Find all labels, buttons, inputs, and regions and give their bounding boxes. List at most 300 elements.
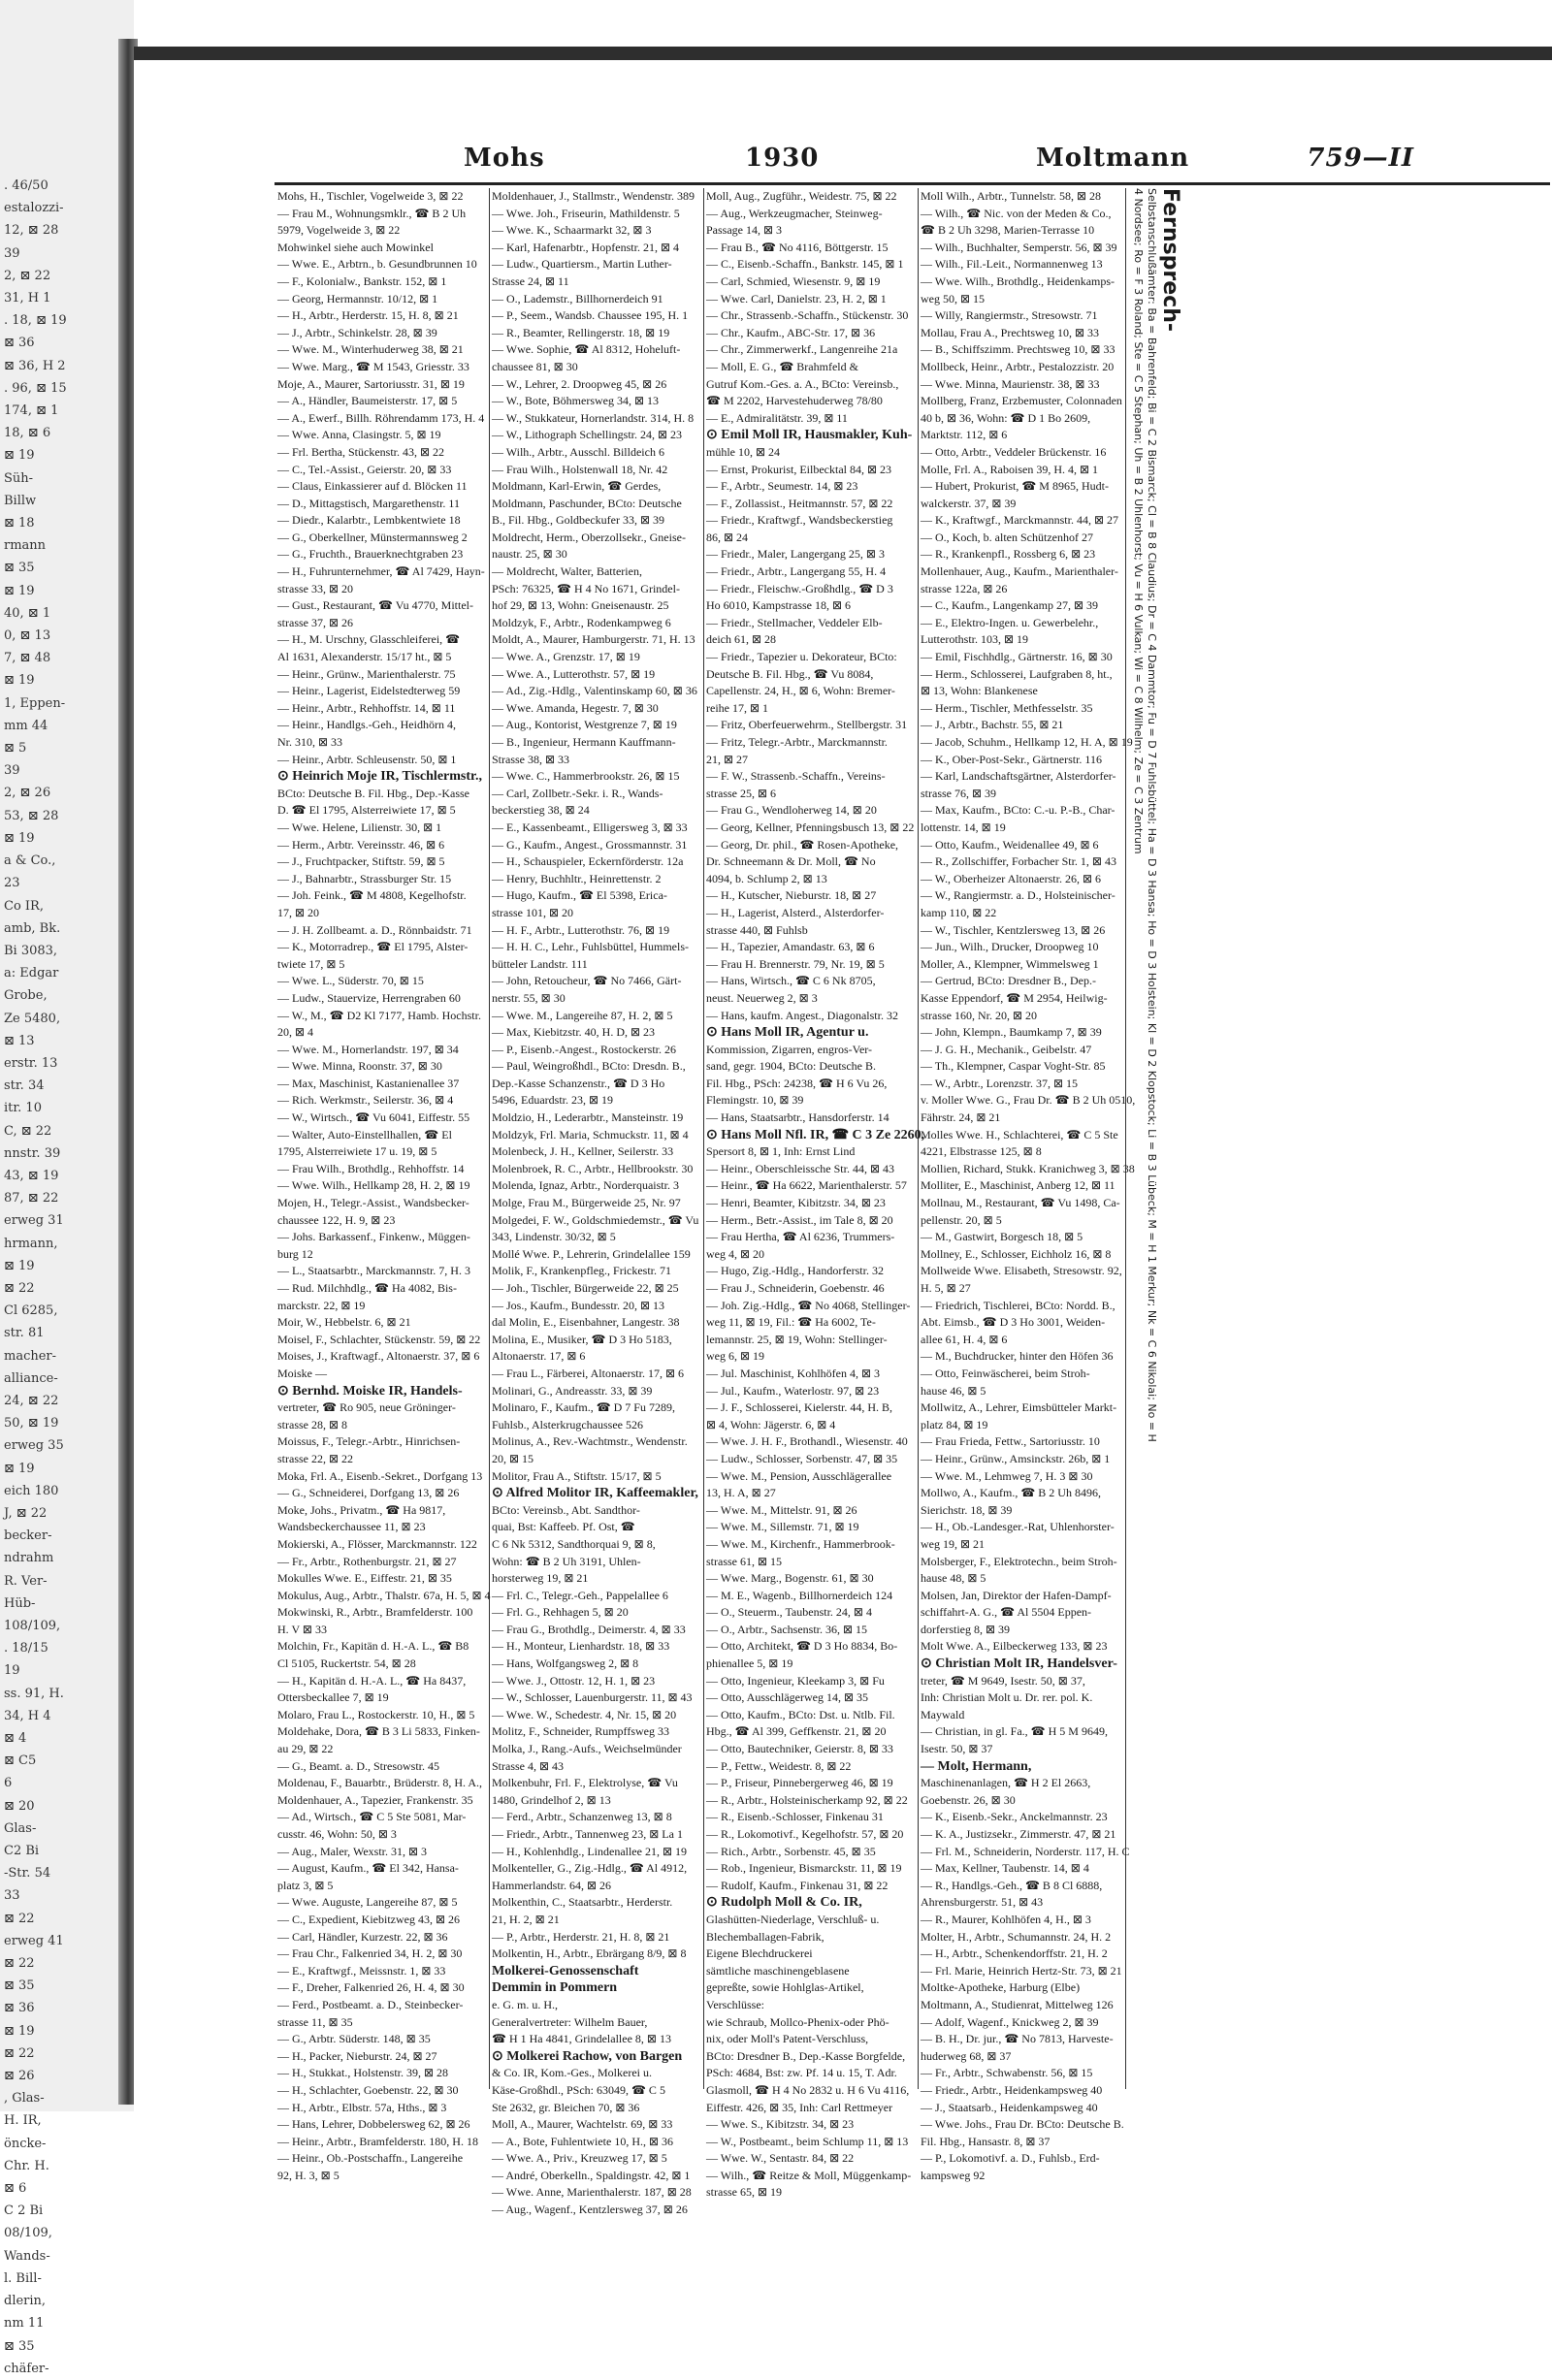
directory-entry: ⊙ Emil Moll IR, Hausmakler, Kuh- xyxy=(706,428,913,443)
directory-entry: — Max, Maschinist, Kastanienallee 37 xyxy=(277,1076,460,1090)
directory-entry: — D., Mittagstisch, Margarethenstr. 11 xyxy=(277,496,460,510)
fragment-line: R. Ver- xyxy=(4,1573,48,1589)
directory-entry: Moller, A., Klempner, Wimmelsweg 1 xyxy=(921,956,1099,971)
previous-page-fragments xyxy=(4,175,130,2380)
directory-entry: — Wwe. Joh., Friseurin, Mathildenstr. 5 xyxy=(492,206,680,220)
directory-entry: Moiske — xyxy=(277,1366,327,1380)
directory-entry: Fuhlsb., Alsterkrugchaussee 526 xyxy=(492,1417,643,1431)
directory-entry: — K. A., Justizsekr., Zimmerstr. 47, ⊠ 21 xyxy=(921,1827,1116,1841)
directory-entry: — Herm., Schlosserei, Laufgraben 8, ht., xyxy=(921,666,1113,681)
directory-entry: Mokwinski, R., Arbtr., Bramfelderstr. 100 xyxy=(277,1605,473,1620)
directory-entry: — Wwe. A., Grenzstr. 17, ⊠ 19 xyxy=(492,650,640,664)
directory-entry: — Fr., Arbtr., Rothenburgstr. 21, ⊠ 27 xyxy=(277,1554,457,1568)
directory-entry: — Max, Kiebitzstr. 40, H. D, ⊠ 23 xyxy=(492,1025,656,1040)
fragment-line: ⊠ 22 xyxy=(4,1956,35,1972)
directory-entry: — Wilh., Arbtr., Ausschl. Billdeich 6 xyxy=(492,444,664,459)
directory-entry: — Chr., Zimmerwerkf., Langenreihe 21a xyxy=(706,342,898,357)
directory-entry: Hammerlandstr. 64, ⊠ 26 xyxy=(492,1878,612,1892)
directory-entry: ☎ H 1 Ha 4841, Grindelallee 8, ⊠ 13 xyxy=(492,2032,671,2046)
directory-entry: — H. F., Arbtr., Lutterothstr. 76, ⊠ 19 xyxy=(492,922,670,937)
column-2 xyxy=(492,188,699,2217)
directory-entry: — Heinr., Arbtr. Schleusenstr. 50, ⊠ 1 xyxy=(277,752,457,766)
directory-entry: — Wwe. A., Priv., Kreuzweg 17, ⊠ 5 xyxy=(492,2151,667,2166)
directory-entry: — H., Tapezier, Amandastr. 63, ⊠ 6 xyxy=(706,940,875,954)
directory-entry: Moldmann, Karl-Erwin, ☎ Gerdes, xyxy=(492,479,662,494)
directory-entry: — Friedr., Arbtr., Langergang 55, H. 4 xyxy=(706,564,887,579)
directory-entry: Kasse Eppendorf, ☎ M 2954, Heilwig- xyxy=(921,990,1108,1005)
directory-entry: — Jul., Kaufm., Waterlostr. 97, ⊠ 23 xyxy=(706,1383,880,1398)
directory-entry: — J., Fruchtpacker, Stiftstr. 59, ⊠ 5 xyxy=(277,854,445,869)
directory-entry: Ottersbeckallee 7, ⊠ 19 xyxy=(277,1690,389,1705)
directory-entry: — K., Motorradrep., ☎ El 1795, Alster- xyxy=(277,940,469,954)
directory-entry: BCto: Dresdner B., Dep.-Kasse Borgfelde, xyxy=(706,2048,906,2063)
fragment-line: becker- xyxy=(4,1528,52,1544)
fragment-line: 18, ⊠ 6 xyxy=(4,426,51,441)
directory-entry: — P., Fettw., Weidestr. 8, ⊠ 22 xyxy=(706,1758,852,1773)
directory-entry: weg 50, ⊠ 15 xyxy=(921,291,986,306)
directory-entry: — J., Arbtr., Bachstr. 55, ⊠ 21 xyxy=(921,718,1064,732)
directory-entry: — Heinr., Handlgs.-Geh., Heidhörn 4, xyxy=(277,718,456,732)
directory-entry: Mollnau, M., Restaurant, ☎ Vu 1498, Ca- xyxy=(921,1196,1120,1210)
directory-entry: Moldzio, H., Lederarbtr., Mansteinstr. 19 xyxy=(492,1110,684,1125)
directory-entry: — Hans, kaufm. Angest., Diagonalstr. 32 xyxy=(706,1008,898,1022)
directory-entry: ⊙ Alfred Molitor IR, Kaffeemakler, xyxy=(492,1486,698,1501)
directory-entry: — Chr., Strassenb.-Schaffn., Stückenstr. 30 xyxy=(706,308,909,323)
directory-entry: reihe 17, ⊠ 1 xyxy=(706,700,769,715)
directory-page xyxy=(134,60,1552,2217)
fragment-line: 40, ⊠ 1 xyxy=(4,605,51,621)
directory-entry: — Herm., Tischler, Methfesselstr. 35 xyxy=(921,700,1093,715)
directory-entry: — F., Kolonialw., Bankstr. 152, ⊠ 1 xyxy=(277,273,447,288)
directory-entry: — Wwe. M., Winterhuderweg 38, ⊠ 21 xyxy=(277,342,464,357)
directory-entry: Mokulles Wwe. E., Eiffestr. 21, ⊠ 35 xyxy=(277,1571,452,1586)
directory-entry: — Johs. Barkassenf., Finkenw., Müggen- xyxy=(277,1230,470,1244)
directory-entry: — R., Zollschiffer, Forbacher Str. 1, ⊠ 43 xyxy=(921,854,1116,869)
directory-entry: — Friedr., Maler, Langergang 25, ⊠ 3 xyxy=(706,547,885,562)
directory-entry: Cl 5105, Ruckertstr. 54, ⊠ 28 xyxy=(277,1656,416,1671)
directory-entry: — Frau L., Färberei, Altonaerstr. 17, ⊠ 6 xyxy=(492,1366,685,1380)
directory-entry: Moissus, F., Telegr.-Arbtr., Hinrichsen- xyxy=(277,1434,461,1449)
directory-entry: Molka, J., Rang.-Aufs., Weichselmünder xyxy=(492,1742,682,1756)
fragment-line: 34, H 4 xyxy=(4,1708,51,1723)
column-4 xyxy=(921,188,1136,2182)
directory-entry: huderweg 68, ⊠ 37 xyxy=(921,2048,1012,2063)
directory-entry: Mohs, H., Tischler, Vogelweide 3, ⊠ 22 xyxy=(277,189,464,203)
directory-entry: weg 19, ⊠ 21 xyxy=(921,1536,986,1551)
directory-entry: — Wwe. Auguste, Langereihe 87, ⊠ 5 xyxy=(277,1895,458,1910)
directory-entry: — F., Arbtr., Seumestr. 14, ⊠ 23 xyxy=(706,479,858,494)
directory-entry: Moldenau, F., Bauarbtr., Brüderstr. 8, H. A., xyxy=(277,1776,483,1790)
directory-entry: — P., Lokomotivf. a. D., Fuhlsb., Erd- xyxy=(921,2151,1100,2166)
fragment-line: Glas- xyxy=(4,1820,37,1836)
directory-entry: Marktstr. 112, ⊠ 6 xyxy=(921,428,1008,442)
directory-entry: — Claus, Einkassierer auf d. Blöcken 11 xyxy=(277,479,468,494)
directory-entry: — Hugo, Kaufm., ☎ El 5398, Erica- xyxy=(492,888,667,903)
fragment-line: 50, ⊠ 19 xyxy=(4,1416,59,1431)
directory-entry: strasse 122a, ⊠ 26 xyxy=(921,581,1008,595)
directory-entry: — J., Staatsarb., Heidenkampsweg 40 xyxy=(921,2100,1098,2114)
fragment-line: a: Edgar xyxy=(4,966,59,981)
directory-entry: — Rudolf, Kaufm., Finkenau 31, ⊠ 22 xyxy=(706,1878,889,1892)
directory-entry: hause 48, ⊠ 5 xyxy=(921,1571,986,1586)
directory-entry: — R., Beamter, Rellingerstr. 18, ⊠ 19 xyxy=(492,325,670,339)
directory-entry: pellenstr. 20, ⊠ 5 xyxy=(921,1212,1002,1227)
directory-entry: — Otto, Bautechniker, Geierstr. 8, ⊠ 33 xyxy=(706,1742,893,1756)
directory-entry: Wohn: ☎ B 2 Uh 3191, Uhlen- xyxy=(492,1554,641,1568)
fragment-line: C 2 Bi xyxy=(4,2203,44,2219)
directory-entry: strasse 440, ⊠ Fuhlsb xyxy=(706,922,808,937)
fragment-line: H. IR, xyxy=(4,2113,42,2129)
directory-entry: e. G. m. u. H., xyxy=(492,1997,558,2011)
directory-entry: platz 84, ⊠ 19 xyxy=(921,1417,988,1431)
directory-entry: — R., Handlgs.-Geh., ☎ B 8 Cl 6888, xyxy=(921,1878,1103,1892)
directory-entry: 40 b, ⊠ 36, Wohn: ☎ D 1 Bo 2609, xyxy=(921,410,1091,425)
directory-entry: — Hans, Wolfgangsweg 2, ⊠ 8 xyxy=(492,1656,639,1671)
fragment-line: 24, ⊠ 22 xyxy=(4,1393,59,1408)
directory-entry: bütteler Landstr. 111 xyxy=(492,956,588,971)
directory-entry: — P., Seem., Wandsb. Chaussee 195, H. 1 xyxy=(492,308,689,323)
directory-entry: nix, oder Moll's Patent-Verschluss, xyxy=(706,2032,869,2046)
fragment-line: . 18/15 xyxy=(4,1641,48,1656)
directory-entry: — O., Arbtr., Sachsenstr. 36, ⊠ 15 xyxy=(706,1622,868,1636)
directory-entry: strasse 37, ⊠ 26 xyxy=(277,615,354,629)
directory-entry: Molgedei, F. W., Goldschmiedemstr., ☎ Vu xyxy=(492,1212,699,1227)
directory-entry: — Ferd., Postbeamt. a. D., Steinbecker- xyxy=(277,1997,464,2011)
directory-entry: — Wwe. A., Lutterothstr. 57, ⊠ 19 xyxy=(492,666,656,681)
directory-entry: — Wwe. C., Hammerbrookstr. 26, ⊠ 15 xyxy=(492,769,680,784)
directory-entry: — Herm., Arbtr. Vereinsstr. 46, ⊠ 6 xyxy=(277,837,445,852)
directory-entry: — Otto, Architekt, ☎ D 3 Ho 8834, Bo- xyxy=(706,1639,898,1654)
fragment-line: ⊠ 36 xyxy=(4,336,35,351)
directory-entry: ⊙ Rudolph Moll & Co. IR, xyxy=(706,1895,862,1911)
directory-entry: nerstr. 55, ⊠ 30 xyxy=(492,990,566,1005)
directory-entry: ⊙ Hans Moll IR, Agentur u. xyxy=(706,1025,869,1041)
directory-entry: — Otto, Ausschlägerweg 14, ⊠ 35 xyxy=(706,1690,869,1705)
directory-entry: — H., Arbtr., Schenkendorffstr. 21, H. 2 xyxy=(921,1946,1108,1961)
directory-entry: Kommission, Zigarren, engros-Ver- xyxy=(706,1042,873,1056)
directory-entry: ⊙ Molkerei Rachow, von Bargen xyxy=(492,2048,683,2064)
directory-entry: — W., Wirtsch., ☎ Vu 6041, Eiffestr. 55 xyxy=(277,1110,470,1125)
fragment-line: hrmann, xyxy=(4,1236,58,1251)
directory-entry: — Karl, Hafenarbtr., Hopfenstr. 21, ⊠ 4 xyxy=(492,240,680,254)
directory-entry: — Joh. Feink., ☎ M 4808, Kegelhofstr. xyxy=(277,888,467,903)
fragment-line: 2, ⊠ 22 xyxy=(4,268,51,283)
directory-entry: — W., M., ☎ D2 Kl 7177, Hamb. Hochstr. xyxy=(277,1008,481,1022)
directory-entry: — Walter, Auto-Einstellhallen, ☎ El xyxy=(277,1127,452,1142)
directory-entry: Inh: Christian Molt u. Dr. rer. pol. K. xyxy=(921,1690,1093,1705)
directory-entry: wie Schraub, Mollco-Phenix-oder Phö- xyxy=(706,2014,889,2029)
fragment-line: . 96, ⊠ 15 xyxy=(4,380,67,396)
directory-entry: — O., Steuerm., Taubenstr. 24, ⊠ 4 xyxy=(706,1605,872,1620)
directory-entry: dorferstieg 8, ⊠ 39 xyxy=(921,1622,1011,1636)
directory-entry: — B., Schiffszimm. Prechtsweg 10, ⊠ 33 xyxy=(921,342,1116,357)
directory-entry: — Karl, Landschaftsgärtner, Alsterdorfer- xyxy=(921,769,1116,784)
directory-entry: — Friedr., Arbtr., Heidenkampsweg 40 xyxy=(921,2082,1103,2097)
directory-entry: Molter, H., Arbtr., Schumannstr. 24, H. 2 xyxy=(921,1929,1112,1944)
directory-entry: Molinaro, F., Kaufm., ☎ D 7 Fu 7289, xyxy=(492,1400,675,1415)
directory-entry: Mokierski, A., Flösser, Marckmannstr. 122 xyxy=(277,1536,477,1551)
directory-entry: — R., Eisenb.-Schlosser, Finkenau 31 xyxy=(706,1810,884,1824)
fragment-line: C2 Bi xyxy=(4,1844,40,1859)
directory-entry: — H., Kohlenhdlg., Lindenallee 21, ⊠ 19 xyxy=(492,1844,688,1858)
directory-entry: — Rich. Werkmstr., Seilerstr. 36, ⊠ 4 xyxy=(277,1093,454,1108)
directory-entry: — K., Ober-Post-Sekr., Gärtnerstr. 116 xyxy=(921,752,1102,766)
directory-entry: — Wwe. K., Schaarmarkt 32, ⊠ 3 xyxy=(492,223,652,238)
directory-entry: Ho 6010, Kampstrasse 18, ⊠ 6 xyxy=(706,598,852,613)
directory-entry: — Georg, Hermannstr. 10/12, ⊠ 1 xyxy=(277,291,438,306)
fragment-line: 33 xyxy=(4,1888,20,1904)
directory-entry: Molitz, F., Schneider, Rumpffsweg 33 xyxy=(492,1724,669,1739)
fragment-line: ⊠ 26 xyxy=(4,2069,35,2084)
previous-page-edge xyxy=(0,0,134,2376)
directory-entry: Molkentin, H., Arbtr., Ebrärgang 8/9, ⊠ 8 xyxy=(492,1946,687,1961)
directory-entry: — Wwe. M., Sillemstr. 71, ⊠ 19 xyxy=(706,1520,859,1534)
directory-entry: — W., Postbeamt., beim Schlump 11, ⊠ 13 xyxy=(706,2134,909,2148)
directory-entry: — Adolf, Wagenf., Knickweg 2, ⊠ 39 xyxy=(921,2014,1099,2029)
directory-entry: & Co. IR, Kom.-Ges., Molkerei u. xyxy=(492,2066,652,2080)
directory-entry: — Wwe. M., Pension, Ausschlägerallee xyxy=(706,1468,892,1483)
fragment-line: Cl 6285, xyxy=(4,1303,58,1319)
directory-entry: 86, ⊠ 24 xyxy=(706,530,749,544)
directory-entry: walckerstr. 37, ⊠ 39 xyxy=(921,496,1017,510)
directory-entry: — Gertrud, BCto: Dresdner B., Dep.- xyxy=(921,974,1096,988)
directory-entry: Molinus, A., Rev.-Wachtmstr., Wendenstr. xyxy=(492,1434,688,1449)
directory-entry: Moll Wilh., Arbtr., Tunnelstr. 58, ⊠ 28 xyxy=(921,189,1102,203)
directory-entry: Mollney, E., Schlosser, Eichholz 16, ⊠ 8 xyxy=(921,1246,1112,1261)
directory-entry: — Wwe. Wilh., Hellkamp 28, H. 2, ⊠ 19 xyxy=(277,1178,470,1193)
fragment-line: a & Co., xyxy=(4,853,56,869)
fragment-line: erstr. 13 xyxy=(4,1055,58,1071)
directory-entry: vertreter, ☎ Ro 905, neue Gröninger- xyxy=(277,1400,456,1415)
directory-entry: — Fr., Arbtr., Schwabenstr. 56, ⊠ 15 xyxy=(921,2066,1093,2080)
header-last-entry: Moltmann xyxy=(1036,144,1190,173)
fragment-line: ⊠ 18 xyxy=(4,516,35,531)
directory-entry: — Jos., Kaufm., Bundesstr. 20, ⊠ 13 xyxy=(492,1298,665,1312)
directory-entry: ⊠ 13, Wohn: Blankenese xyxy=(921,684,1038,698)
fragment-line: Ze 5480, xyxy=(4,1011,61,1026)
directory-entry: — Wwe. Minna, Roonstr. 37, ⊠ 30 xyxy=(277,1059,442,1074)
fragment-line: erweg 41 xyxy=(4,1933,64,1948)
directory-entry: — F., Zollassist., Heitmannstr. 57, ⊠ 22 xyxy=(706,496,893,510)
fragment-line: eich 180 xyxy=(4,1483,59,1498)
directory-entry: — Frau Wilh., Holstenwall 18, Nr. 42 xyxy=(492,462,668,476)
directory-entry: — Gust., Restaurant, ☎ Vu 4770, Mittel- xyxy=(277,598,473,613)
fragment-line: ⊠ 22 xyxy=(4,1280,35,1296)
directory-entry: 20, ⊠ 4 xyxy=(277,1025,314,1040)
directory-entry: BCto: Deutsche B. Fil. Hbg., Dep.-Kasse xyxy=(277,786,469,800)
directory-entry: Mokulus, Aug., Arbtr., Thalstr. 67a, H. 5, ⊠ 4 xyxy=(277,1588,491,1602)
fragment-line: 0, ⊠ 13 xyxy=(4,628,51,644)
directory-entry: — Henry, Buchhltr., Heinrettenstr. 2 xyxy=(492,871,662,885)
directory-entry: Glashütten-Niederlage, Verschluß- u. xyxy=(706,1912,880,1926)
directory-entry: — Wwe. Wilh., Brothdlg., Heidenkamps- xyxy=(921,273,1116,288)
directory-entry: Mollwo, A., Kaufm., ☎ B 2 Uh 8496, xyxy=(921,1486,1101,1500)
fragment-line: nm 11 xyxy=(4,2316,45,2332)
directory-entry: — Wwe. M., Lehmweg 7, H. 3 ⊠ 30 xyxy=(921,1468,1093,1483)
directory-entry: treter, ☎ M 9649, Isestr. 50, ⊠ 37, xyxy=(921,1673,1085,1688)
directory-entry: — W., Bote, Böhmersweg 34, ⊠ 13 xyxy=(492,394,660,408)
directory-entry: 5979, Vogelweide 3, ⊠ 22 xyxy=(277,223,401,238)
directory-entry: — Molt, Hermann, xyxy=(921,1758,1032,1774)
header-first-entry: Mohs xyxy=(464,144,545,173)
directory-entry: — H., Schauspieler, Eckernförderstr. 12a xyxy=(492,854,684,869)
directory-entry: Mollien, Richard, Stukk. Kranichweg 3, ⊠ 38 xyxy=(921,1161,1135,1175)
directory-entry: ☎ M 2202, Harvestehuderweg 78/80 xyxy=(706,394,883,408)
directory-entry: 5496, Eduardstr. 23, ⊠ 19 xyxy=(492,1093,614,1108)
directory-entry: — P., Eisenb.-Angest., Rostockerstr. 26 xyxy=(492,1042,676,1056)
directory-entry: — Aug., Werkzeugmacher, Steinweg- xyxy=(706,206,883,220)
directory-entry: — Fritz, Telegr.-Arbtr., Marckmannstr. xyxy=(706,735,888,749)
fragment-line: ⊠ 35 xyxy=(4,1978,35,1994)
top-shadow xyxy=(134,47,1552,60)
directory-entry: Moje, A., Maurer, Sartoriusstr. 31, ⊠ 19 xyxy=(277,376,465,391)
directory-entry: 4094, b. Schlump 2, ⊠ 13 xyxy=(706,871,827,885)
directory-entry: Isestr. 50, ⊠ 37 xyxy=(921,1742,993,1756)
directory-entry: — Chr., Kaufm., ABC-Str. 17, ⊠ 36 xyxy=(706,325,876,339)
directory-entry: Mollweide Wwe. Elisabeth, Stresowstr. 92, xyxy=(921,1264,1122,1278)
directory-entry: — André, Oberkelln., Spaldingstr. 42, ⊠ 1 xyxy=(492,2168,691,2182)
fragment-line: 31, H 1 xyxy=(4,291,51,306)
directory-entry: — Friedr., Tapezier u. Dekorateur, BCto: xyxy=(706,650,897,664)
directory-entry: au 29, ⊠ 22 xyxy=(277,1742,334,1756)
directory-entry: — Heinr., Oberschleissche Str. 44, ⊠ 43 xyxy=(706,1161,895,1175)
fragment-line: ⊠ 19 xyxy=(4,2023,35,2039)
directory-entry: Eigene Blechdruckerei xyxy=(706,1946,813,1961)
directory-entry: ⊙ Christian Molt IR, Handelsver- xyxy=(921,1656,1117,1672)
directory-entry: — Wwe. Amanda, Hegestr. 7, ⊠ 30 xyxy=(492,700,659,715)
fragment-line: Grobe, xyxy=(4,988,48,1004)
fragment-line: ⊠ 5 xyxy=(4,741,27,756)
directory-entry: — C., Eisenb.-Schaffn., Bankstr. 145, ⊠ 1 xyxy=(706,257,904,272)
directory-entry: Molkenthin, C., Staatsarbtr., Herderstr. xyxy=(492,1895,673,1910)
directory-entry: sand, gegr. 1904, BCto: Deutsche B. xyxy=(706,1059,876,1074)
fragment-line: 08/109, xyxy=(4,2226,52,2241)
header-year: 1930 xyxy=(745,144,820,173)
header-rule xyxy=(275,182,1550,185)
directory-entry: — Wwe. W., Schedestr. 4, Nr. 15, ⊠ 20 xyxy=(492,1707,677,1721)
directory-entry: — W., Tischler, Kentzlersweg 13, ⊠ 26 xyxy=(921,922,1106,937)
fragment-line: 174, ⊠ 1 xyxy=(4,403,59,419)
fragment-line: ⊠ 20 xyxy=(4,1798,35,1814)
directory-entry: — J. H. Zollbeamt. a. D., Rönnbaidstr. 71 xyxy=(277,922,472,937)
fragment-line: estalozzi- xyxy=(4,201,64,216)
directory-entry: Demmin in Pommern xyxy=(492,1980,618,1996)
directory-entry: strasse 76, ⊠ 39 xyxy=(921,786,997,800)
directory-entry: — Aug., Kontorist, Westgrenze 7, ⊠ 19 xyxy=(492,718,677,732)
directory-entry: naustr. 25, ⊠ 30 xyxy=(492,547,567,562)
directory-entry: mühle 10, ⊠ 24 xyxy=(706,444,781,459)
directory-entry: Moltmann, A., Studienrat, Mittelweg 126 xyxy=(921,1997,1114,2011)
directory-entry: — B. H., Dr. jur., ☎ No 7813, Harveste- xyxy=(921,2032,1114,2046)
directory-entry: — M. E., Wagenb., Billhornerdeich 124 xyxy=(706,1588,893,1602)
directory-entry: Strasse 4, ⊠ 43 xyxy=(492,1758,565,1773)
directory-entry: strasse 101, ⊠ 20 xyxy=(492,905,574,919)
directory-entry: strasse 65, ⊠ 19 xyxy=(706,2185,783,2200)
directory-entry: Maywald xyxy=(921,1707,965,1721)
directory-entry: Flemingstr. 10, ⊠ 39 xyxy=(706,1093,804,1108)
directory-entry: — Wwe. Minna, Maurienstr. 38, ⊠ 33 xyxy=(921,376,1100,391)
directory-entry: — W., Lehrer, 2. Droopweg 45, ⊠ 26 xyxy=(492,376,667,391)
directory-entry: Moll, Aug., Zugführ., Weidestr. 75, ⊠ 22 xyxy=(706,189,897,203)
directory-entry: — Aug., Maler, Wexstr. 31, ⊠ 3 xyxy=(277,1844,428,1858)
directory-entry: Mollau, Frau A., Prechtsweg 10, ⊠ 33 xyxy=(921,325,1100,339)
directory-entry: phienallee 5, ⊠ 19 xyxy=(706,1656,793,1671)
directory-entry: Molenda, Ignaz, Arbtr., Norderquaistr. 3 xyxy=(492,1178,679,1193)
directory-entry: — L., Staatsarbtr., Marckmannstr. 7, H. 3 xyxy=(277,1264,470,1278)
directory-entry: — Hugo, Zig.-Hdlg., Handorferstr. 32 xyxy=(706,1264,884,1278)
fragment-line: l. Bill- xyxy=(4,2270,42,2286)
directory-entry: H. V ⊠ 33 xyxy=(277,1622,327,1636)
directory-entry: — Ludw., Quartiersm., Martin Luther- xyxy=(492,257,672,272)
fragment-line: ⊠ 36 xyxy=(4,2001,35,2016)
directory-entry: — Georg, Dr. phil., ☎ Rosen-Apotheke, xyxy=(706,837,899,852)
directory-entry: — Wwe. Anna, Clasingstr. 5, ⊠ 19 xyxy=(277,428,441,442)
directory-entry: Gutruf Kom.-Ges. a. A., BCto: Vereinsb., xyxy=(706,376,899,391)
fragment-line: ⊠ 36, H 2 xyxy=(4,358,66,373)
fragment-line: 12, ⊠ 28 xyxy=(4,223,59,239)
directory-entry: — B., Ingenieur, Hermann Kauffmann- xyxy=(492,735,676,749)
directory-entry: — Otto, Arbtr., Veddeler Brückenstr. 16 xyxy=(921,444,1107,459)
directory-entry: Blechemballagen-Fabrik, xyxy=(706,1929,824,1944)
directory-entry: kampsweg 92 xyxy=(921,2168,986,2182)
directory-entry: — Rud. Milchhdlg., ☎ Ha 4082, Bis- xyxy=(277,1281,457,1295)
directory-entry: — Wwe. J. H. F., Brothandl., Wiesenstr. 40 xyxy=(706,1434,908,1449)
directory-entry: weg 4, ⊠ 20 xyxy=(706,1246,765,1261)
directory-entry: Moisel, F., Schlachter, Stückenstr. 59, ⊠ 22 xyxy=(277,1332,481,1346)
directory-entry: — G., Fruchth., Brauerknechtgraben 23 xyxy=(277,547,464,562)
directory-entry: Verschlüsse: xyxy=(706,1997,764,2011)
directory-entry: strasse 160, Nr. 20, ⊠ 20 xyxy=(921,1008,1038,1022)
page-number: 759—II xyxy=(1307,144,1414,173)
directory-entry: — Wwe. S., Kibitzstr. 34, ⊠ 23 xyxy=(706,2117,855,2132)
directory-entry: strasse 61, ⊠ 15 xyxy=(706,1554,783,1568)
directory-entry: — Frau Wilh., Brothdlg., Rehhoffstr. 14 xyxy=(277,1161,465,1175)
directory-entry: — G., Schneiderei, Dorfgang 13, ⊠ 26 xyxy=(277,1486,460,1500)
directory-entry: — Wilh., Fil.-Leit., Normannenweg 13 xyxy=(921,257,1103,272)
directory-entry: — Wwe. M., Kirchenfr., Hammerbrook- xyxy=(706,1536,895,1551)
directory-entry: — C., Expedient, Kiebitzweg 43, ⊠ 26 xyxy=(277,1912,461,1926)
directory-entry: — Hubert, Prokurist, ☎ M 8965, Hudt- xyxy=(921,479,1109,494)
directory-entry: — Ludw., Stauervize, Herrengraben 60 xyxy=(277,990,461,1005)
directory-entry: — Rob., Ingenieur, Bismarckstr. 11, ⊠ 19 xyxy=(706,1861,902,1876)
directory-entry: — C., Tel.-Assist., Geierstr. 20, ⊠ 33 xyxy=(277,462,452,476)
fragment-line: 23 xyxy=(4,876,20,891)
directory-entry: — F., Dreher, Falkenried 26, H. 4, ⊠ 30 xyxy=(277,1980,465,1995)
directory-entry: Molchin, Fr., Kapitän d. H.-A. L., ☎ B8 xyxy=(277,1639,469,1654)
fragment-line: rmann xyxy=(4,538,47,554)
directory-entry: — E., Elektro-Ingen. u. Gewerbelehr., xyxy=(921,615,1099,629)
directory-entry: — A., Ewerf., Billh. Röhrendamm 173, H. 4 xyxy=(277,410,485,425)
directory-entry: Moldmann, Paschunder, BCto: Deutsche xyxy=(492,496,682,510)
directory-entry: — G., Oberkellner, Münstermannsweg 2 xyxy=(277,530,468,544)
directory-entry: — Jul. Maschinist, Kohlhöfen 4, ⊠ 3 xyxy=(706,1366,881,1380)
directory-entry: — Paul, Weingroßhdl., BCto: Dresdn. B., xyxy=(492,1059,686,1074)
fragment-line: 43, ⊠ 19 xyxy=(4,1168,59,1183)
directory-entry: — Frau B., ☎ No 4116, Böttgerstr. 15 xyxy=(706,240,889,254)
directory-entry: lemannstr. 25, ⊠ 19, Wohn: Stellinger- xyxy=(706,1332,888,1346)
directory-entry: — Wwe. M., Mittelstr. 91, ⊠ 26 xyxy=(706,1502,857,1517)
directory-entry: — Heinr., ☎ Ha 6622, Marienthalerstr. 57 xyxy=(706,1178,907,1193)
fragment-line: Billw xyxy=(4,493,37,508)
fragment-line: ⊠ 4 xyxy=(4,1731,27,1747)
directory-entry: Moldrecht, Herm., Oberzollsekr., Gneise- xyxy=(492,530,686,544)
directory-entry: Wandsbeckerchaussee 11, ⊠ 23 xyxy=(277,1520,426,1534)
directory-entry: — F. W., Strassenb.-Schaffn., Vereins- xyxy=(706,769,886,784)
directory-entry: — C., Kaufm., Langenkamp 27, ⊠ 39 xyxy=(921,598,1099,613)
fragment-line: Süh- xyxy=(4,470,34,486)
fragment-line: Co IR, xyxy=(4,898,44,914)
directory-entry: — August, Kaufm., ☎ El 342, Hansa- xyxy=(277,1861,459,1876)
